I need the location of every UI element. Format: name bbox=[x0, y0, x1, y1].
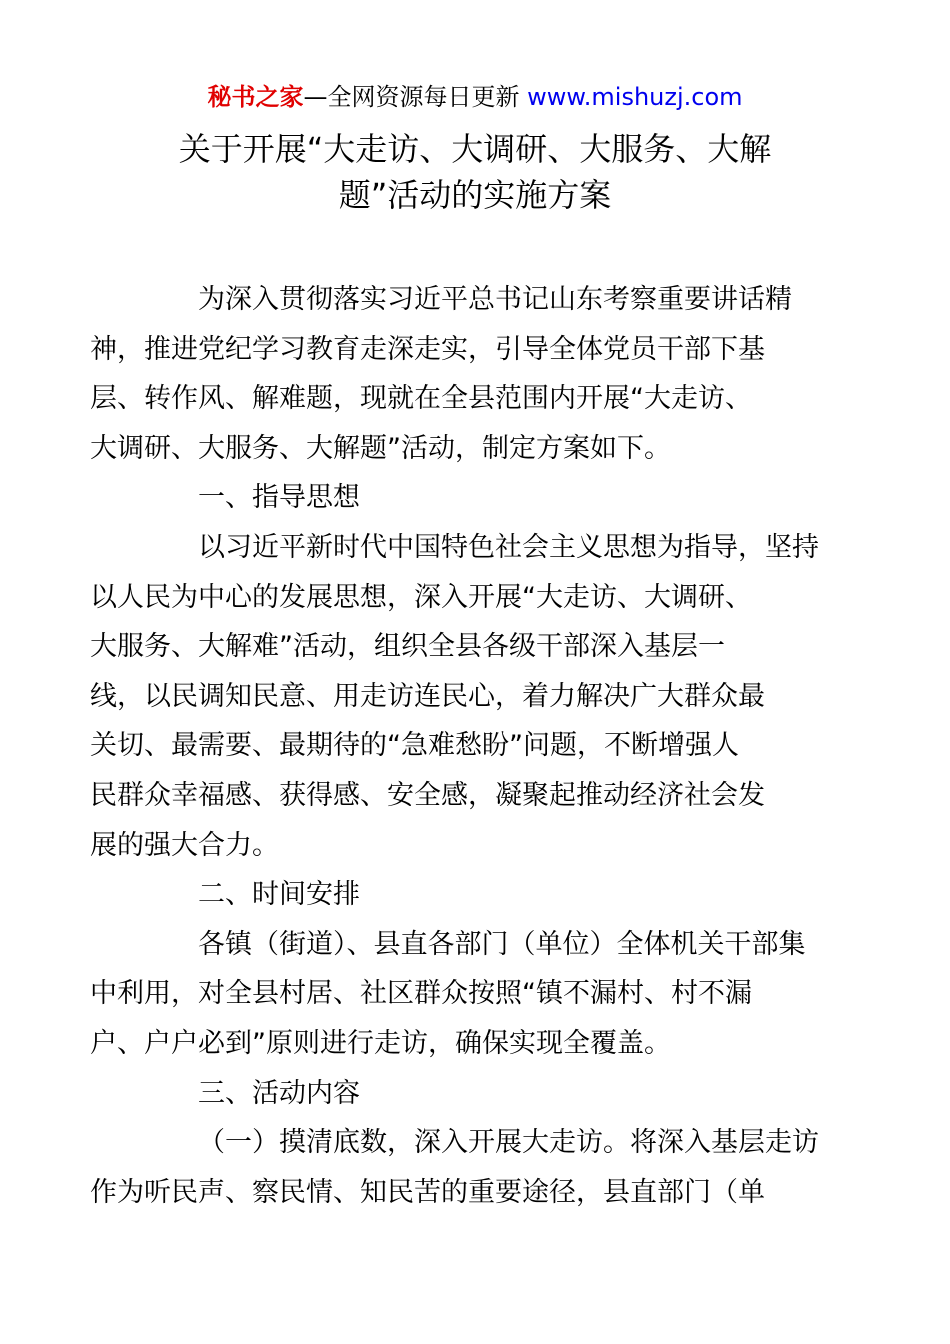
text-line: 作为听民声、察民情、知民苦的重要途径，县直部门（单 bbox=[90, 1176, 765, 1208]
site-tagline: —全网资源每日更新 bbox=[303, 83, 520, 111]
text-line: 各镇（街道）、县直各部门（单位）全体机关干部集 bbox=[198, 928, 806, 960]
text-line: 大服务、大解难”活动，组织全县各级干部深入基层一 bbox=[90, 631, 725, 663]
title-line-2: 题”活动的实施方案 bbox=[338, 176, 612, 214]
site-url-link[interactable]: www.mishuzj.com bbox=[527, 83, 743, 111]
site-header bbox=[0, 80, 950, 114]
site-brand: 秘书之家 bbox=[207, 83, 304, 111]
text-line: 户、户户必到”原则进行走访，确保实现全覆盖。 bbox=[90, 1027, 671, 1059]
guiding-thought-paragraph bbox=[90, 523, 819, 870]
heading-text: 三、活动内容 bbox=[198, 1077, 360, 1109]
text-line: 为深入贯彻落实习近平总书记山东考察重要讲话精 bbox=[198, 284, 792, 315]
text-line: 大调研、大服务、大解题”活动，制定方案如下。 bbox=[90, 432, 671, 464]
text-line: 线，以民调知民意、用走访连民心，着力解决广大群众最 bbox=[90, 680, 765, 712]
intro-paragraph bbox=[90, 275, 809, 473]
text-line: 关切、最需要、最期待的“急难愁盼”问题，不断增强人 bbox=[90, 730, 739, 762]
section-heading-schedule bbox=[144, 870, 809, 920]
text-line: 民群众幸福感、获得感、安全感，凝聚起推动经济社会发 bbox=[90, 779, 765, 811]
schedule-paragraph bbox=[90, 920, 809, 1069]
text-line: 以习近平新时代中国特色社会主义思想为指导，坚持 bbox=[198, 531, 819, 563]
text-line: 神，推进党纪学习教育走深走实，引导全体党员干部下基 bbox=[90, 333, 765, 365]
activities-paragraph bbox=[90, 1118, 819, 1217]
heading-text: 二、时间安排 bbox=[198, 879, 360, 911]
title-line-1: 关于开展“大走访、大调研、大服务、大解 bbox=[178, 130, 772, 168]
text-line: 以人民为中心的发展思想，深入开展“大走访、大调研、 bbox=[90, 581, 752, 613]
document-body bbox=[90, 275, 819, 1217]
text-line: 展的强大合力。 bbox=[90, 829, 279, 861]
section-heading-guiding-thought bbox=[144, 473, 809, 523]
document-title bbox=[150, 126, 800, 218]
section-heading-activities bbox=[144, 1069, 809, 1119]
text-line: 中利用，对全县村居、社区群众按照“镇不漏村、村不漏 bbox=[90, 978, 752, 1010]
text-line: 层、转作风、解难题，现就在全县范围内开展“大走访、 bbox=[90, 383, 752, 415]
text-line: （一）摸清底数，深入开展大走访。将深入基层走访 bbox=[198, 1127, 819, 1159]
heading-text: 一、指导思想 bbox=[198, 482, 360, 514]
